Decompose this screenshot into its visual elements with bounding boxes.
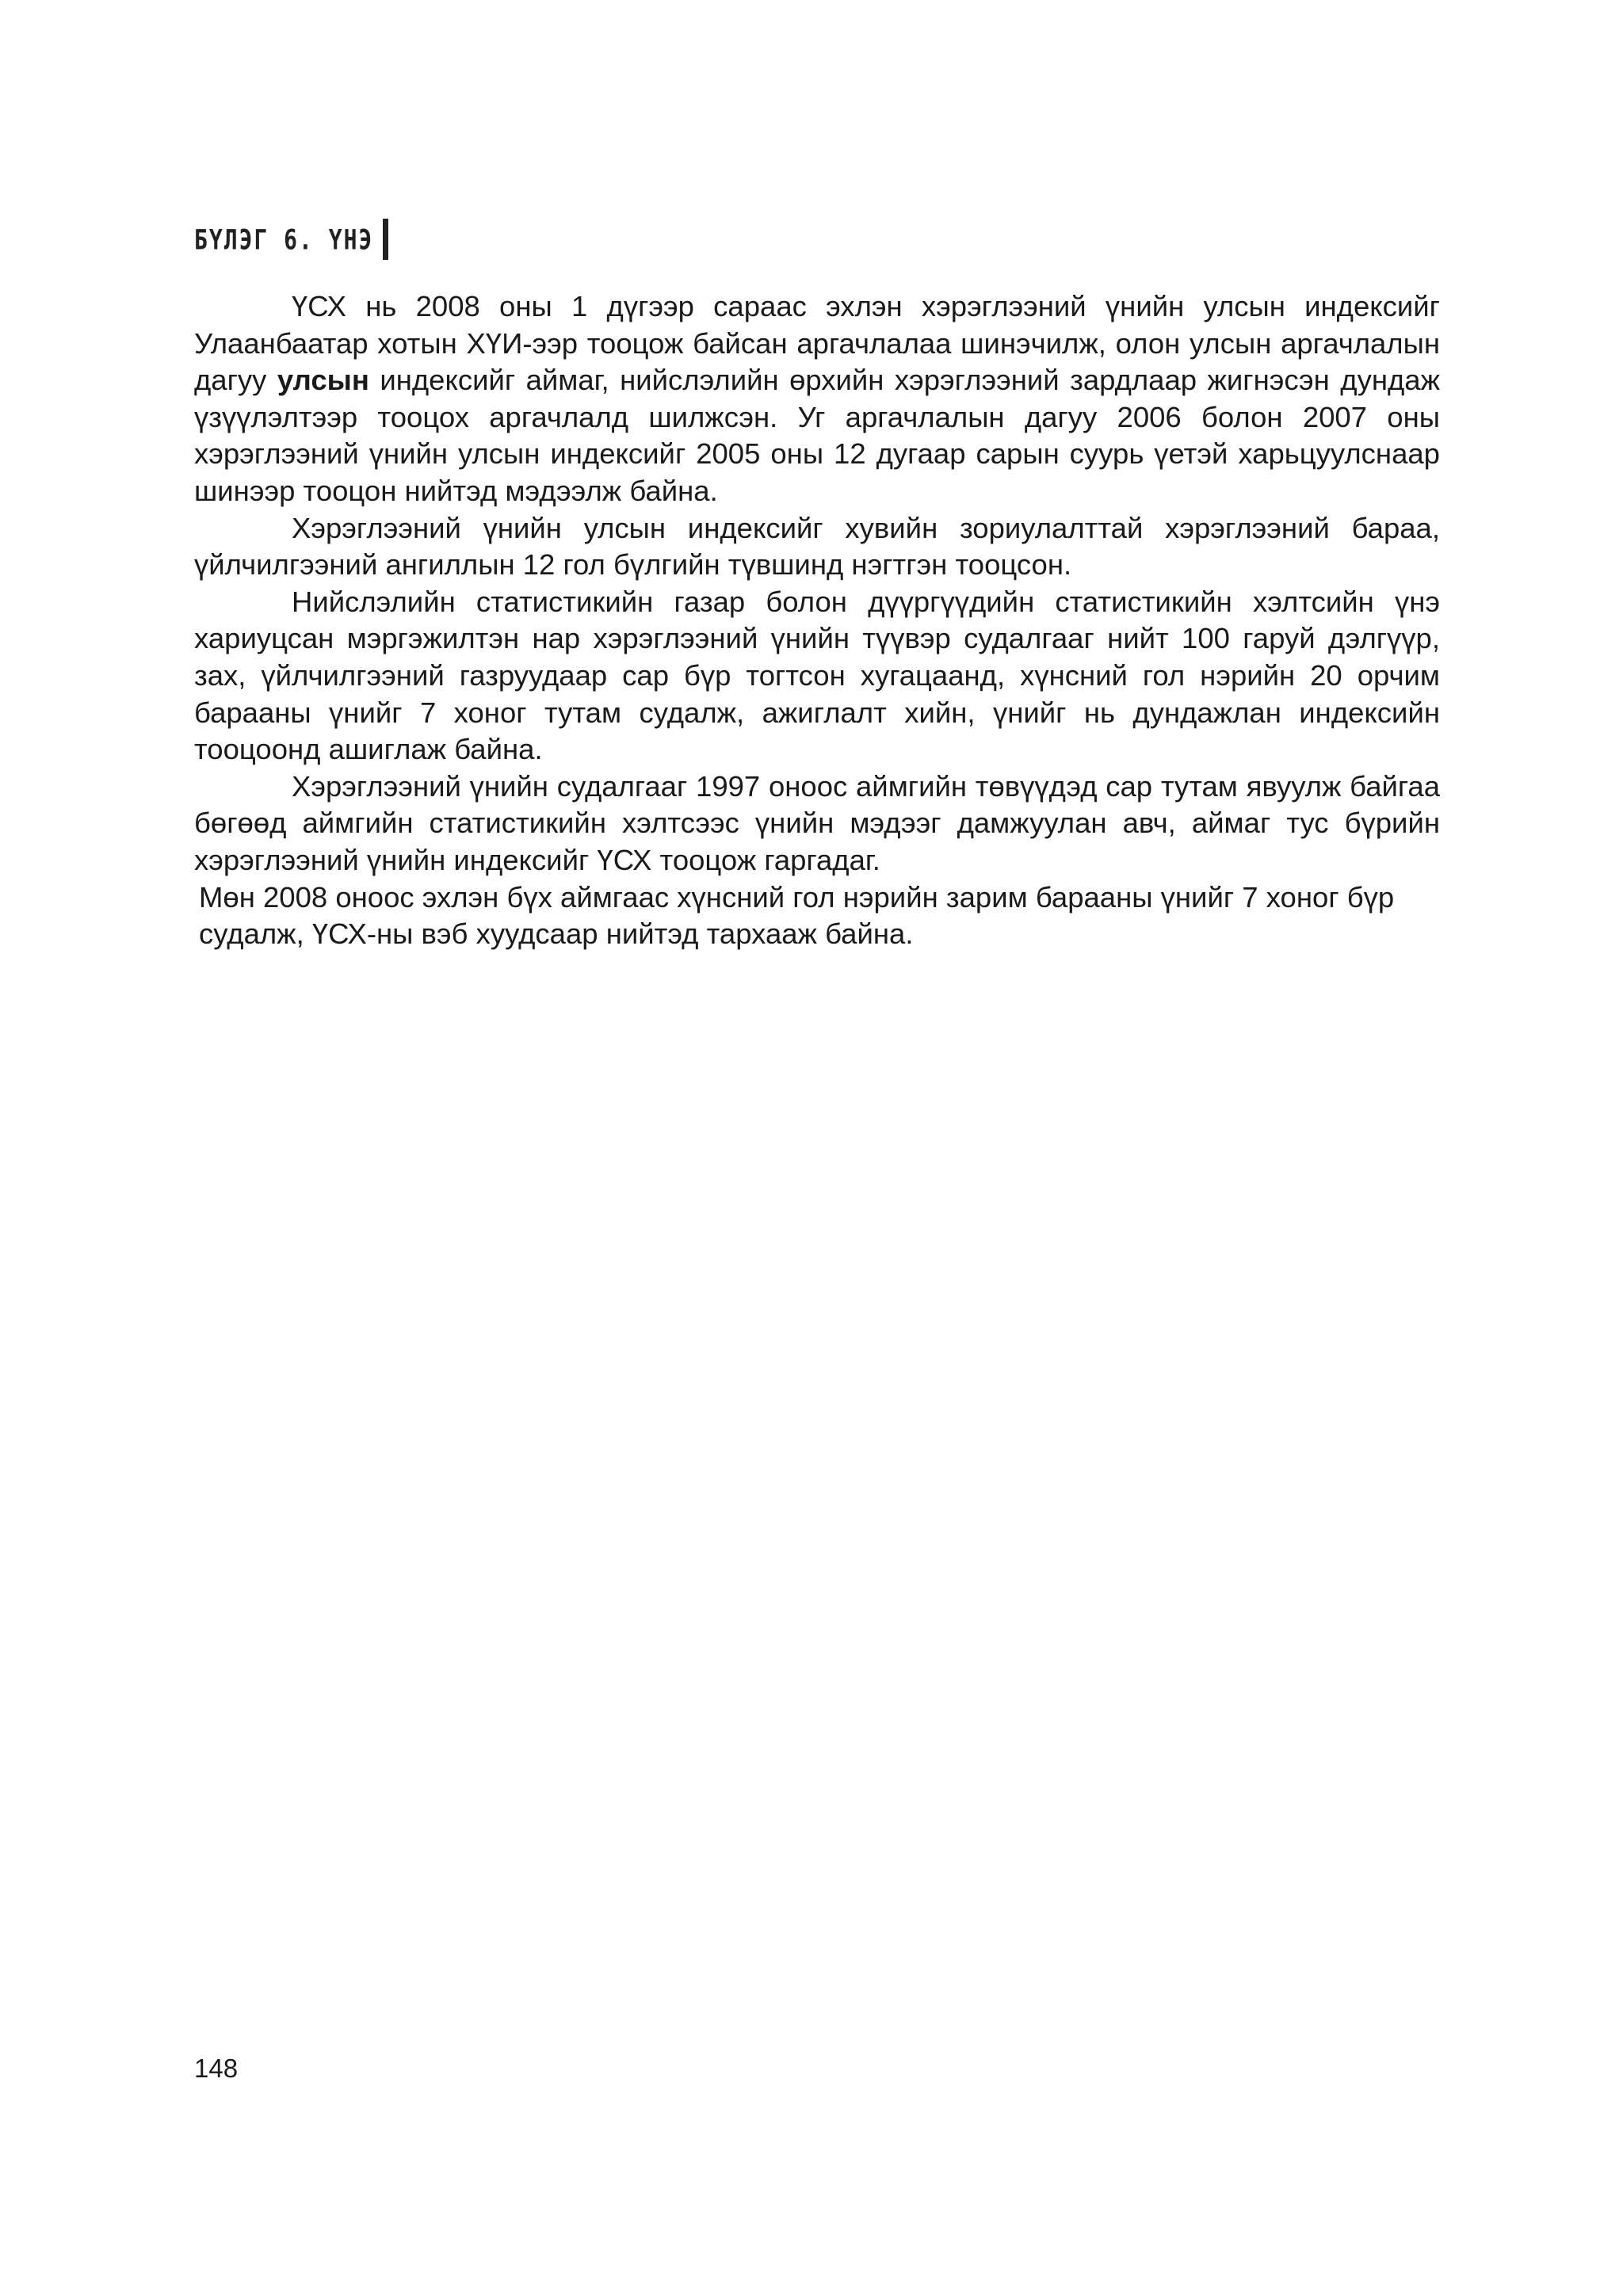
paragraph-2: Хэрэглээний үнийн улсын индексийг хувийн зориулалттай хэрэглээний бараа, үйлчилгээний ангиллын 12 гол бүлгийн түвшинд нэгтгэн тооцсон. bbox=[194, 511, 1440, 582]
paragraph-3: Нийслэлийн статистикийн газар болон дүүргүүдийн статистикийн хэлтсийн үнэ хариуцсан мэргэжилтэн нар хэрэглээний үнийн түүвэр судалгааг нийт 100 гаруй дэлгүүр, зах, үйлчилгээний газруудаар сар бүр тогтсон хугацаанд, хүнсний гол нэрийн 20 орчим барааны үнийг 7 хоног тутам судалж, ажиглалт хийн, үнийг нь дундажлан индексийн тооцоонд ашиглаж байна. bbox=[194, 585, 1440, 766]
paragraph-1-text-start: ҮСХ нь 2008 оны 1 дүгээр сараас эхлэн хэрэглээний үнийн улсын индексийг Улаанбаатар хотын ХҮИ-ээр тооцож байсан аргачлалаа шинэчилж, олон улсын аргачлалын дагуу bbox=[194, 290, 1440, 397]
paragraph-1 bbox=[194, 288, 1440, 510]
page-number: 148 bbox=[194, 2054, 239, 2083]
chapter-divider-bar bbox=[383, 219, 388, 260]
chapter-title: БҮЛЭГ 6. ҮНЭ bbox=[194, 223, 374, 256]
paragraph-1-text-end: индексийг аймаг, нийслэлийн өрхийн хэрэглээний зардлаар жигнэсэн дундаж үзүүлэлтээр тооцох аргачлалд шилжсэн. Уг аргачлалын дагуу 2006 болон 2007 оны хэрэглээний үнийн улсын индексийг 2005 оны 12 дугаар сарын суурь үетэй харьцуулснаар шинээр тооцон нийтэд мэдээлж байна. bbox=[194, 364, 1440, 507]
paragraph-4: Хэрэглээний үнийн судалгааг 1997 оноос аймгийн төвүүдэд сар тутам явуулж байгаа бөгөөд аймгийн статистикийн хэлтсээс үнийн мэдээг дамжуулан авч, аймаг тус бүрийн хэрэглээний үнийн индексийг ҮСХ тооцож гаргадаг. bbox=[194, 769, 1440, 876]
paragraph-1-bold-word: улсын bbox=[277, 364, 369, 397]
paragraph-5: Мөн 2008 оноос эхлэн бүх аймгаас хүнсний гол нэрийн зарим барааны үнийг 7 хоног бүр судалж, ҮСХ-ны вэб хуудсаар нийтэд тархааж байна. bbox=[199, 880, 1395, 951]
chapter-header bbox=[194, 215, 388, 263]
body-text bbox=[194, 288, 1440, 953]
